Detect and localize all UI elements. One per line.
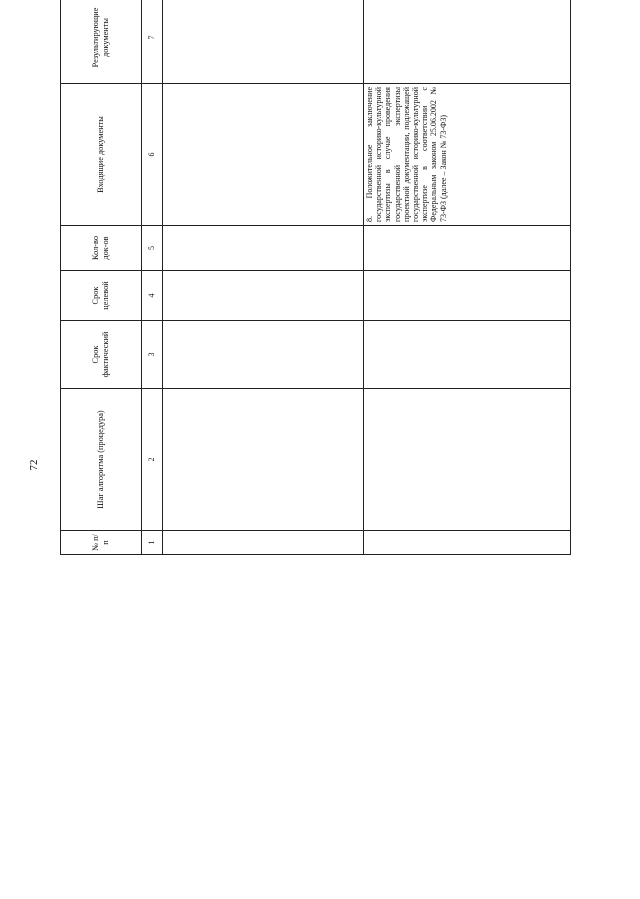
header-cell: Результирующие документы — [61, 0, 142, 84]
column-number: 3 — [142, 321, 163, 389]
table-row — [163, 0, 364, 555]
column-number: 4 — [142, 271, 163, 321]
procedure-table — [60, 0, 571, 555]
cell-term-actual — [364, 321, 571, 389]
cell-doc-count — [163, 226, 364, 271]
header-cell: Срок фактический — [61, 321, 142, 389]
header-cell: Срок целевой — [61, 271, 142, 321]
column-number: 6 — [142, 84, 163, 226]
column-number: 1 — [142, 531, 163, 555]
cell-incoming: 8. Положительное заключение государственной историко-культурной экспертизы в случае проведения государственной экспертизы проектной документации, подлежащей государственной историко-культурной экспертизе в соответствии с Федеральным законом 25.06.2002 № 73-ФЗ (далее – Закон № 73-ФЗ) — [364, 84, 571, 226]
cell-term-actual — [163, 321, 364, 389]
rotated-table-frame — [60, 0, 582, 555]
cell-no — [163, 531, 364, 555]
cell-step — [163, 389, 364, 531]
cell-term-target — [364, 271, 571, 321]
cell-no — [364, 531, 571, 555]
cell-step — [364, 389, 571, 531]
table-row — [364, 0, 571, 555]
cell-doc-count — [364, 226, 571, 271]
column-number-row — [142, 0, 163, 555]
header-cell: Входящие документы — [61, 84, 142, 226]
cell-term-target — [163, 271, 364, 321]
header-cell: № п/п — [61, 531, 142, 555]
header-row — [61, 0, 142, 555]
column-number: 2 — [142, 389, 163, 531]
header-cell: Кол-во док-ов — [61, 226, 142, 271]
page-number: 72 — [28, 459, 40, 471]
header-cell: Шаг алгоритма (процедура) — [61, 389, 142, 531]
cell-resulting — [163, 0, 364, 84]
cell-resulting — [364, 0, 571, 84]
cell-incoming — [163, 84, 364, 226]
column-number: 7 — [142, 0, 163, 84]
column-number: 5 — [142, 226, 163, 271]
table-container — [60, 7, 582, 863]
